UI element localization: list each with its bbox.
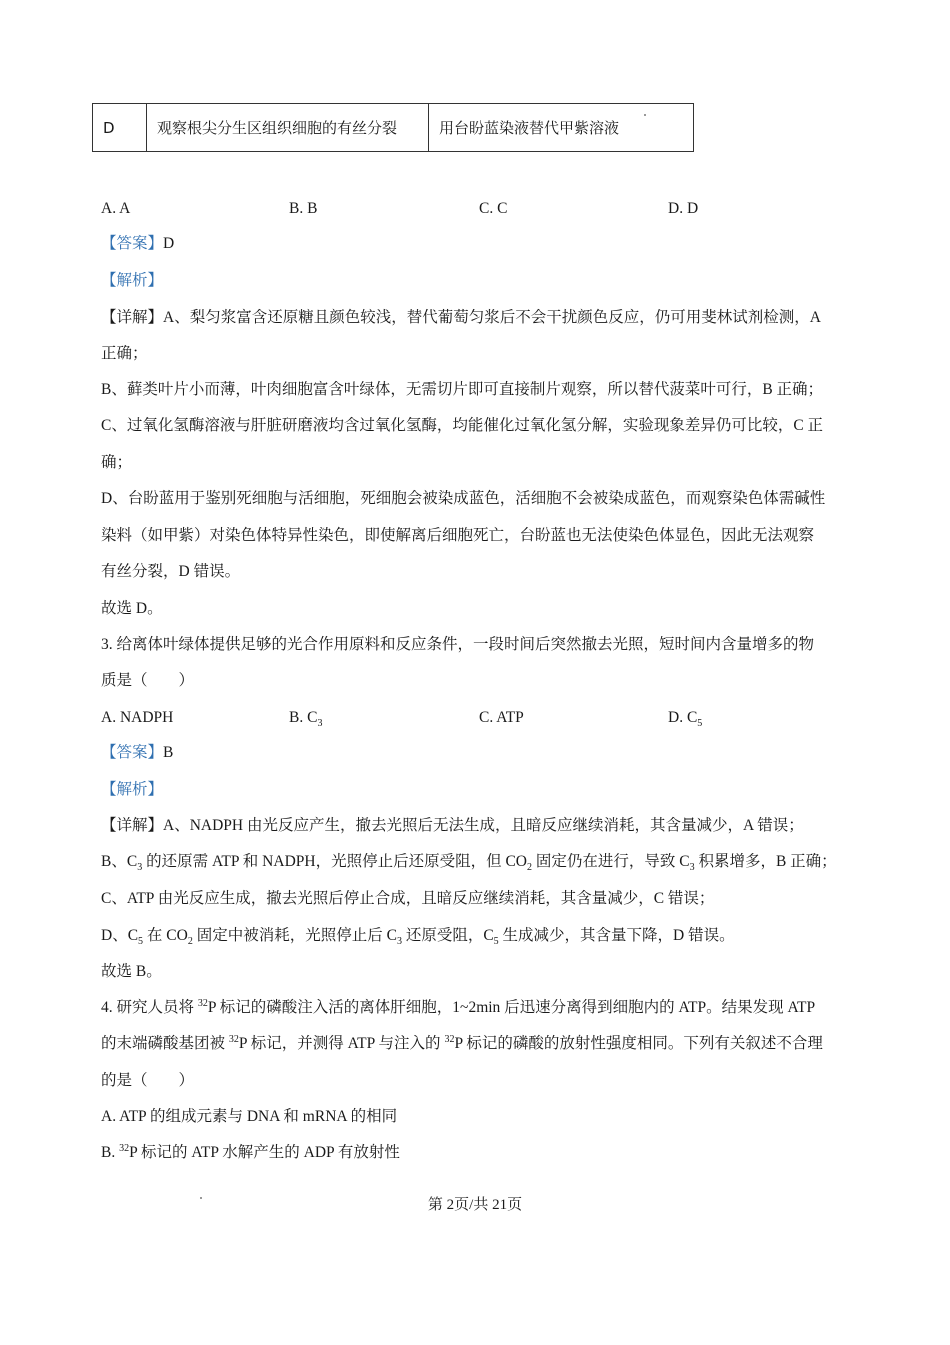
stray-mark xyxy=(644,114,646,116)
detail-line xyxy=(101,816,804,836)
option-a: A. ATP 的组成元素与 DNA 和 mRNA 的相同 xyxy=(101,1108,398,1125)
table-row xyxy=(93,104,694,152)
option-b: B. B xyxy=(289,200,318,217)
answer-value: B xyxy=(163,744,174,761)
option-c: C. ATP xyxy=(479,709,524,726)
detail-text: A、梨匀浆富含还原糖且颜色较浅，替代葡萄匀浆后不会干扰颜色反应，仍可用斐林试剂检测，A xyxy=(163,309,821,326)
option-d: D. $C_5$ xyxy=(668,709,703,730)
answer-tag: 【答案】 xyxy=(101,744,164,761)
answer-value: D xyxy=(163,235,175,252)
detail-line: D、$C_5$ 在 $CO_2$ 固定中被消耗，光照停止后 $C_3$ 还原受阻，$C_5$ 生成减少，其含量下降，D 错误。 xyxy=(101,927,735,948)
detail-line: 有丝分裂，D 错误。 xyxy=(101,563,241,580)
detail-line: D、台盼蓝用于鉴别死细胞与活细胞，死细胞会被染成蓝色，活细胞不会被染成蓝色，而观察染色体需碱性 xyxy=(101,490,826,507)
conclusion-line: 故选 B。 xyxy=(101,963,162,980)
conclusion-line: 故选 D。 xyxy=(101,600,163,617)
question-stem: 质是（ ） xyxy=(101,672,195,689)
option-b: B. $C_3$ xyxy=(289,709,323,730)
table-cell-experiment: 观察根尖分生区组织细胞的有丝分裂 xyxy=(147,104,429,152)
question-stem: 的末端磷酸基团被 $^{32}$P 标记，并测得 ATP 与注入的 $^{32}$P 标记的磷酸的放射性强度相同。下列有关叙述不合理 xyxy=(101,1033,823,1052)
detail-tag: 【详解】 xyxy=(101,817,164,834)
question-stem: 4. 研究人员将 $^{32}$P 标记的磷酸注入活的离体肝细胞，1~2min 后迅速分离得到细胞内的 ATP。结果发现 ATP xyxy=(101,997,816,1016)
detail-tag: 【详解】 xyxy=(101,309,164,326)
detail-line: B、藓类叶片小而薄，叶肉细胞富含叶绿体，无需切片即可直接制片观察，所以替代菠菜叶可行，B 正确； xyxy=(101,381,824,398)
detail-line: C、过氧化氢酶溶液与肝脏研磨液均含过氧化氢酶，均能催化过氧化氢分解，实验现象差异仍可比较，C 正 xyxy=(101,417,824,434)
detail-line xyxy=(101,308,821,328)
answer-line xyxy=(101,743,173,763)
detail-line: C、ATP 由光反应生成，撤去光照后停止合成，且暗反应继续消耗，其含量减少，C 错误； xyxy=(101,890,715,907)
detail-line: 染料（如甲紫）对染色体特异性染色，即使解离后细胞死亡，台盼蓝也无法使染色体显色，因此无法观察 xyxy=(101,527,815,544)
options-table xyxy=(92,103,694,152)
option-a: A. NADPH xyxy=(101,709,174,726)
detail-line: 正确； xyxy=(101,345,148,362)
table-cell-option: D xyxy=(93,104,147,152)
detail-line: B、$C_3$ 的还原需 ATP 和 NADPH，光照停止后还原受阻，但 $CO_2$ 固定仍在进行，导致 $C_3$ 积累增多，B 正确； xyxy=(101,853,837,874)
option-d: D. D xyxy=(668,200,699,217)
detail-line: 确； xyxy=(101,454,133,471)
option-a: A. A xyxy=(101,200,131,217)
analysis-tag: 【解析】 xyxy=(101,781,164,798)
stray-mark xyxy=(200,1197,202,1199)
question-stem: 3. 给离体叶绿体提供足够的光合作用原料和反应条件，一段时间后突然撤去光照，短时间内含量增多的物 xyxy=(101,636,815,653)
detail-text: A、NADPH 由光反应产生，撤去光照后无法生成，且暗反应继续消耗，其含量减少，A 错误； xyxy=(163,817,804,834)
option-c: C. C xyxy=(479,200,508,217)
answer-tag: 【答案】 xyxy=(101,235,164,252)
analysis-tag: 【解析】 xyxy=(101,272,164,289)
page-footer: 第 2页/共 21页 xyxy=(427,1197,523,1213)
question-stem: 的是（ ） xyxy=(101,1072,195,1089)
option-b: B. $^{32}$P 标记的 ATP 水解产生的 ADP 有放射性 xyxy=(101,1142,400,1161)
answer-line xyxy=(101,234,174,254)
table-cell-change: 用台盼蓝染液替代甲紫溶液 xyxy=(429,104,694,152)
